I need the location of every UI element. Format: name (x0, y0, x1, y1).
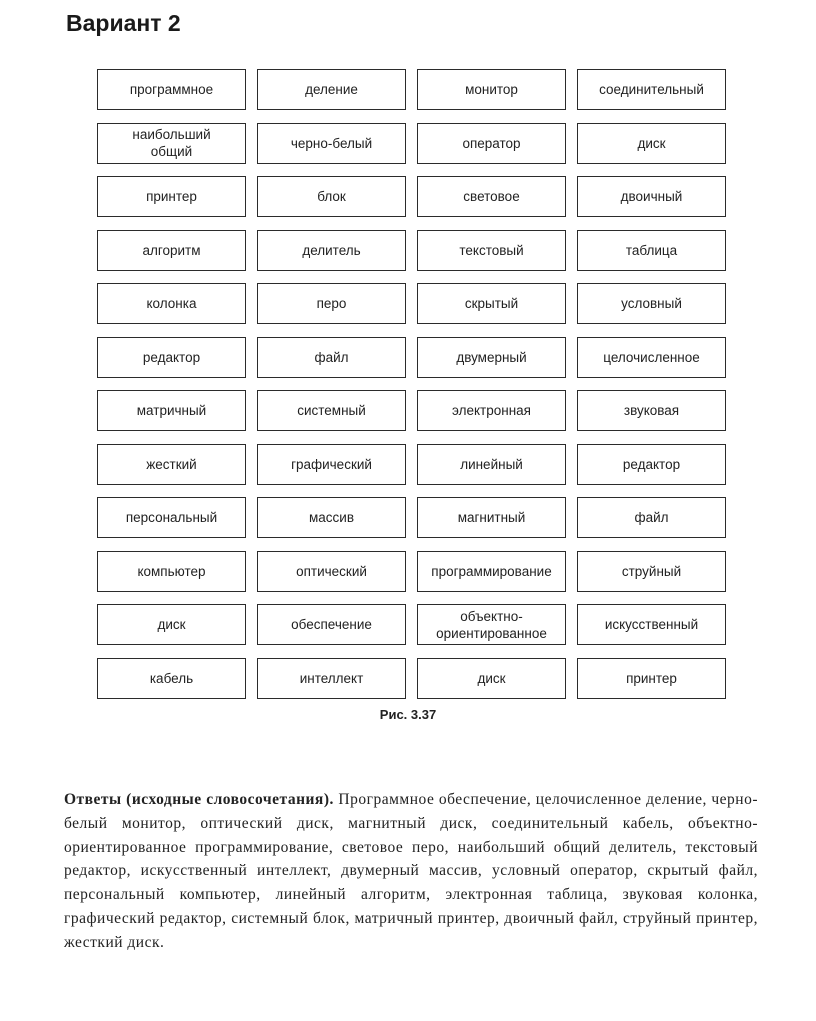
word-cell: обеспечение (257, 604, 406, 645)
word-cell: программное (97, 69, 246, 110)
word-cell: монитор (417, 69, 566, 110)
word-cell: двоичный (577, 176, 726, 217)
word-cell: диск (97, 604, 246, 645)
word-cell: кабель (97, 658, 246, 699)
word-cell: световое (417, 176, 566, 217)
word-cell: жесткий (97, 444, 246, 485)
word-grid (97, 69, 726, 699)
answers-lead: Ответы (исходные словосочетания). (64, 791, 334, 808)
word-cell: соединительный (577, 69, 726, 110)
word-cell: целочисленное (577, 337, 726, 378)
word-cell: двумерный (417, 337, 566, 378)
word-cell: системный (257, 390, 406, 431)
word-cell: черно-белый (257, 123, 406, 164)
word-cell: перо (257, 283, 406, 324)
word-cell: условный (577, 283, 726, 324)
word-cell: файл (577, 497, 726, 538)
word-cell: объектно- ориентированное (417, 604, 566, 645)
word-cell: наибольший общий (97, 123, 246, 164)
word-cell: редактор (577, 444, 726, 485)
word-cell: принтер (577, 658, 726, 699)
word-cell: массив (257, 497, 406, 538)
word-cell: компьютер (97, 551, 246, 592)
word-cell: магнитный (417, 497, 566, 538)
word-cell: электронная (417, 390, 566, 431)
word-cell: персональный (97, 497, 246, 538)
word-cell: оптический (257, 551, 406, 592)
word-cell: программирование (417, 551, 566, 592)
answers-paragraph (64, 788, 758, 955)
word-cell: звуковая (577, 390, 726, 431)
word-cell: линейный (417, 444, 566, 485)
word-cell: алгоритм (97, 230, 246, 271)
word-cell: искусственный (577, 604, 726, 645)
word-cell: колонка (97, 283, 246, 324)
word-cell: деление (257, 69, 406, 110)
word-cell: таблица (577, 230, 726, 271)
word-cell: графический (257, 444, 406, 485)
page-title: Вариант 2 (66, 10, 181, 36)
word-cell: блок (257, 176, 406, 217)
word-cell: диск (577, 123, 726, 164)
word-cell: принтер (97, 176, 246, 217)
word-cell: матричный (97, 390, 246, 431)
word-cell: оператор (417, 123, 566, 164)
word-cell: файл (257, 337, 406, 378)
word-cell: струйный (577, 551, 726, 592)
word-cell: скрытый (417, 283, 566, 324)
word-cell: делитель (257, 230, 406, 271)
word-cell: редактор (97, 337, 246, 378)
word-cell: диск (417, 658, 566, 699)
word-cell: интеллект (257, 658, 406, 699)
answers-text: Программное обеспечение, целочисленное деление, черно-белый монитор, оптический диск, магнитный диск, соединительный кабель, объектно-ориентированное программирование, световое перо, наибольший общий делитель, текстовый редактор, искусственный интеллект, двумерный массив, условный оператор, скрытый файл, персональный компьютер, линейный алгоритм, электронная таблица, звуковая колонка, графический редактор, системный блок, матричный принтер, двоичный файл, струйный принтер, жесткий диск. (64, 791, 758, 951)
figure-caption: Рис. 3.37 (379, 707, 437, 722)
word-cell: текстовый (417, 230, 566, 271)
